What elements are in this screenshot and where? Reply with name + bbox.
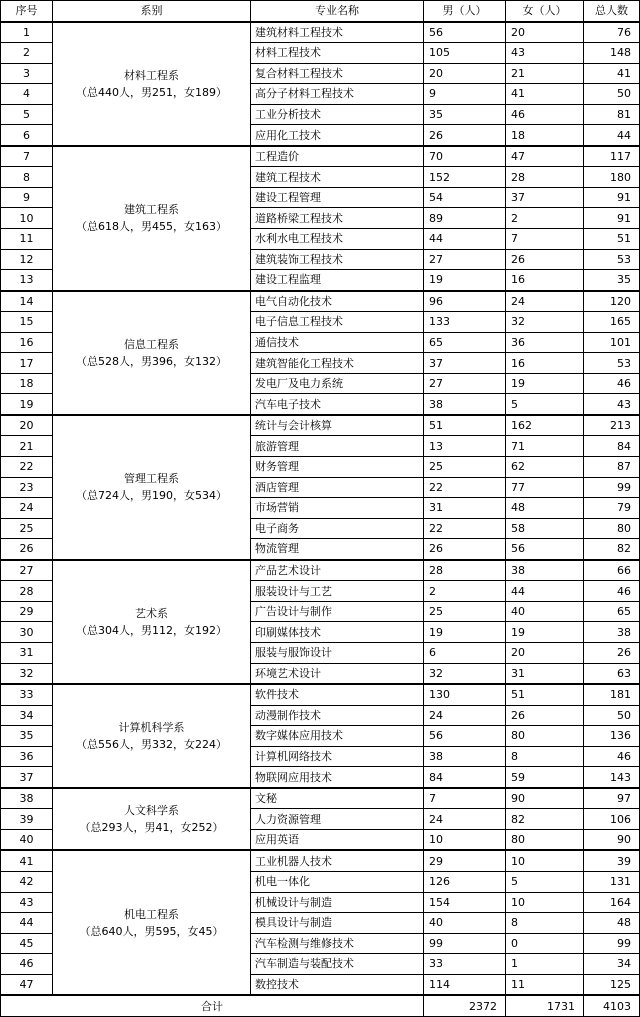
male-count: 22: [424, 477, 506, 498]
table-row: [1, 146, 640, 167]
row-index: 16: [1, 332, 53, 353]
row-index: 33: [1, 684, 53, 705]
department-name: 人文科学系: [124, 804, 179, 818]
department-cell: [53, 146, 251, 291]
table-body: [1, 22, 640, 996]
total-count: 82: [584, 539, 640, 560]
female-count: 10: [506, 850, 584, 871]
row-index: 14: [1, 291, 53, 312]
department-cell: [53, 850, 251, 995]
row-index: 29: [1, 601, 53, 622]
male-count: 114: [424, 974, 506, 995]
header-index: 序号: [1, 1, 53, 22]
male-count: 31: [424, 498, 506, 519]
total-count: 46: [584, 581, 640, 602]
female-count: 20: [506, 642, 584, 663]
major-name: 数控技术: [251, 974, 424, 995]
female-count: 44: [506, 581, 584, 602]
row-index: 40: [1, 829, 53, 850]
total-count: 44: [584, 125, 640, 146]
female-count: 8: [506, 746, 584, 767]
total-count: 99: [584, 477, 640, 498]
total-count: 66: [584, 560, 640, 581]
total-count: 101: [584, 332, 640, 353]
male-count: 133: [424, 312, 506, 333]
header-male: 男（人）: [424, 1, 506, 22]
department-summary: （总440人，男251，女189）: [76, 85, 227, 99]
female-count: 47: [506, 146, 584, 167]
female-count: 46: [506, 104, 584, 125]
major-name: 道路桥梁工程技术: [251, 208, 424, 229]
header-major: 专业名称: [251, 1, 424, 22]
table-row: [1, 560, 640, 581]
female-count: 26: [506, 705, 584, 726]
male-count: 99: [424, 933, 506, 954]
row-index: 24: [1, 498, 53, 519]
female-count: 20: [506, 22, 584, 43]
total-count: 46: [584, 746, 640, 767]
row-index: 32: [1, 663, 53, 684]
male-count: 10: [424, 829, 506, 850]
female-count: 40: [506, 601, 584, 622]
male-count: 6: [424, 642, 506, 663]
major-name: 建筑装饰工程技术: [251, 249, 424, 270]
female-count: 62: [506, 457, 584, 478]
total-count: 125: [584, 974, 640, 995]
major-name: 广告设计与制作: [251, 601, 424, 622]
male-count: 9: [424, 84, 506, 105]
total-count: 87: [584, 457, 640, 478]
total-count: 84: [584, 436, 640, 457]
header-department: 系别: [53, 1, 251, 22]
major-name: 汽车电子技术: [251, 394, 424, 415]
male-count: 54: [424, 187, 506, 208]
male-count: 33: [424, 954, 506, 975]
total-male: 2372: [424, 995, 506, 1017]
female-count: 0: [506, 933, 584, 954]
male-count: 70: [424, 146, 506, 167]
total-count: 79: [584, 498, 640, 519]
female-count: 16: [506, 270, 584, 291]
major-name: 汽车制造与装配技术: [251, 954, 424, 975]
department-summary: （总293人，男41，女252）: [79, 821, 224, 835]
major-name: 服装设计与工艺: [251, 581, 424, 602]
department-summary: （总640人，男595，女45）: [79, 924, 224, 938]
total-count: 213: [584, 415, 640, 436]
total-count: 35: [584, 270, 640, 291]
row-index: 1: [1, 22, 53, 43]
department-cell: [53, 22, 251, 146]
major-name: 产品艺术设计: [251, 560, 424, 581]
department-name: 艺术系: [135, 606, 168, 620]
department-summary: （总618人，男455，女163）: [76, 220, 227, 234]
row-index: 44: [1, 913, 53, 934]
total-count: 143: [584, 767, 640, 788]
male-count: 20: [424, 63, 506, 84]
major-name: 工程造价: [251, 146, 424, 167]
row-index: 9: [1, 187, 53, 208]
row-index: 23: [1, 477, 53, 498]
major-name: 材料工程技术: [251, 43, 424, 64]
total-count: 43: [584, 394, 640, 415]
row-index: 13: [1, 270, 53, 291]
department-summary: （总528人，男396，女132）: [76, 354, 227, 368]
row-index: 38: [1, 788, 53, 809]
row-index: 28: [1, 581, 53, 602]
major-name: 旅游管理: [251, 436, 424, 457]
male-count: 35: [424, 104, 506, 125]
female-count: 36: [506, 332, 584, 353]
female-count: 24: [506, 291, 584, 312]
male-count: 152: [424, 167, 506, 188]
major-name: 发电厂及电力系统: [251, 373, 424, 394]
row-index: 6: [1, 125, 53, 146]
female-count: 26: [506, 249, 584, 270]
male-count: 32: [424, 663, 506, 684]
total-label: 合计: [1, 995, 424, 1017]
row-index: 41: [1, 850, 53, 871]
major-name: 工业分析技术: [251, 104, 424, 125]
female-count: 10: [506, 892, 584, 913]
male-count: 29: [424, 850, 506, 871]
row-index: 21: [1, 436, 53, 457]
major-name: 汽车检测与维修技术: [251, 933, 424, 954]
female-count: 7: [506, 229, 584, 250]
total-count: 97: [584, 788, 640, 809]
male-count: 24: [424, 705, 506, 726]
female-count: 48: [506, 498, 584, 519]
major-name: 通信技术: [251, 332, 424, 353]
header-row: [1, 1, 640, 22]
row-index: 46: [1, 954, 53, 975]
department-cell: [53, 684, 251, 788]
major-name: 计算机网络技术: [251, 746, 424, 767]
female-count: 5: [506, 394, 584, 415]
major-name: 高分子材料工程技术: [251, 84, 424, 105]
male-count: 19: [424, 622, 506, 643]
major-name: 建设工程管理: [251, 187, 424, 208]
male-count: 38: [424, 394, 506, 415]
row-index: 43: [1, 892, 53, 913]
department-summary: （总556人，男332，女224）: [76, 737, 227, 751]
total-row: [1, 995, 640, 1017]
major-name: 动漫制作技术: [251, 705, 424, 726]
total-count: 26: [584, 642, 640, 663]
row-index: 4: [1, 84, 53, 105]
row-index: 12: [1, 249, 53, 270]
female-count: 162: [506, 415, 584, 436]
male-count: 37: [424, 353, 506, 374]
male-count: 154: [424, 892, 506, 913]
department-name: 建筑工程系: [124, 203, 179, 217]
total-count: 99: [584, 933, 640, 954]
female-count: 19: [506, 622, 584, 643]
major-name: 印刷媒体技术: [251, 622, 424, 643]
female-count: 80: [506, 829, 584, 850]
male-count: 25: [424, 601, 506, 622]
male-count: 22: [424, 518, 506, 539]
female-count: 51: [506, 684, 584, 705]
total-female: 1731: [506, 995, 584, 1017]
total-count: 51: [584, 229, 640, 250]
male-count: 26: [424, 539, 506, 560]
department-cell: [53, 415, 251, 560]
row-index: 37: [1, 767, 53, 788]
female-count: 32: [506, 312, 584, 333]
major-name: 电气自动化技术: [251, 291, 424, 312]
total-count: 180: [584, 167, 640, 188]
department-name: 机电工程系: [124, 907, 179, 921]
male-count: 27: [424, 373, 506, 394]
total-count: 90: [584, 829, 640, 850]
department-summary: （总724人，男190，女534）: [76, 489, 227, 503]
major-name: 建筑智能化工程技术: [251, 353, 424, 374]
total-count: 181: [584, 684, 640, 705]
female-count: 56: [506, 539, 584, 560]
major-name: 文秘: [251, 788, 424, 809]
row-index: 17: [1, 353, 53, 374]
department-cell: [53, 291, 251, 415]
female-count: 71: [506, 436, 584, 457]
total-count: 41: [584, 63, 640, 84]
row-index: 30: [1, 622, 53, 643]
male-count: 7: [424, 788, 506, 809]
total-count: 91: [584, 187, 640, 208]
total-count: 53: [584, 249, 640, 270]
total-count: 46: [584, 373, 640, 394]
major-name: 建筑工程技术: [251, 167, 424, 188]
row-index: 39: [1, 809, 53, 830]
major-name: 酒店管理: [251, 477, 424, 498]
major-name: 建设工程监理: [251, 270, 424, 291]
major-name: 软件技术: [251, 684, 424, 705]
major-name: 应用英语: [251, 829, 424, 850]
row-index: 42: [1, 871, 53, 892]
total-count: 164: [584, 892, 640, 913]
table-row: [1, 788, 640, 809]
total-count: 165: [584, 312, 640, 333]
total-count: 148: [584, 43, 640, 64]
row-index: 10: [1, 208, 53, 229]
major-name: 财务管理: [251, 457, 424, 478]
male-count: 38: [424, 746, 506, 767]
male-count: 96: [424, 291, 506, 312]
major-name: 统计与会计核算: [251, 415, 424, 436]
female-count: 58: [506, 518, 584, 539]
department-name: 信息工程系: [124, 337, 179, 351]
department-name: 管理工程系: [124, 472, 179, 486]
male-count: 56: [424, 726, 506, 747]
department-summary: （总304人，男112，女192）: [76, 623, 227, 637]
department-name: 材料工程系: [124, 68, 179, 82]
row-index: 35: [1, 726, 53, 747]
female-count: 18: [506, 125, 584, 146]
male-count: 24: [424, 809, 506, 830]
row-index: 15: [1, 312, 53, 333]
total-count: 120: [584, 291, 640, 312]
female-count: 38: [506, 560, 584, 581]
row-index: 22: [1, 457, 53, 478]
total-count: 136: [584, 726, 640, 747]
row-index: 2: [1, 43, 53, 64]
total-all: 4103: [584, 995, 640, 1017]
major-name: 市场营销: [251, 498, 424, 519]
row-index: 47: [1, 974, 53, 995]
total-count: 48: [584, 913, 640, 934]
major-name: 数字媒体应用技术: [251, 726, 424, 747]
total-count: 80: [584, 518, 640, 539]
total-count: 34: [584, 954, 640, 975]
department-cell: [53, 788, 251, 851]
total-count: 81: [584, 104, 640, 125]
male-count: 13: [424, 436, 506, 457]
female-count: 21: [506, 63, 584, 84]
total-count: 50: [584, 705, 640, 726]
major-name: 建筑材料工程技术: [251, 22, 424, 43]
male-count: 126: [424, 871, 506, 892]
female-count: 31: [506, 663, 584, 684]
male-count: 89: [424, 208, 506, 229]
total-count: 131: [584, 871, 640, 892]
female-count: 59: [506, 767, 584, 788]
female-count: 37: [506, 187, 584, 208]
department-cell: [53, 560, 251, 684]
row-index: 26: [1, 539, 53, 560]
male-count: 2: [424, 581, 506, 602]
row-index: 18: [1, 373, 53, 394]
total-count: 39: [584, 850, 640, 871]
row-index: 11: [1, 229, 53, 250]
female-count: 28: [506, 167, 584, 188]
row-index: 7: [1, 146, 53, 167]
table-row: [1, 22, 640, 43]
female-count: 41: [506, 84, 584, 105]
major-name: 模具设计与制造: [251, 913, 424, 934]
male-count: 25: [424, 457, 506, 478]
female-count: 8: [506, 913, 584, 934]
male-count: 26: [424, 125, 506, 146]
table-row: [1, 415, 640, 436]
major-name: 机电一体化: [251, 871, 424, 892]
male-count: 105: [424, 43, 506, 64]
major-name: 人力资源管理: [251, 809, 424, 830]
major-name: 电子信息工程技术: [251, 312, 424, 333]
row-index: 3: [1, 63, 53, 84]
male-count: 51: [424, 415, 506, 436]
row-index: 36: [1, 746, 53, 767]
male-count: 44: [424, 229, 506, 250]
major-name: 服装与服饰设计: [251, 642, 424, 663]
male-count: 28: [424, 560, 506, 581]
major-name: 物联网应用技术: [251, 767, 424, 788]
row-index: 25: [1, 518, 53, 539]
female-count: 11: [506, 974, 584, 995]
total-count: 117: [584, 146, 640, 167]
major-name: 环境艺术设计: [251, 663, 424, 684]
total-count: 53: [584, 353, 640, 374]
female-count: 82: [506, 809, 584, 830]
major-name: 物流管理: [251, 539, 424, 560]
female-count: 77: [506, 477, 584, 498]
department-name: 计算机科学系: [118, 720, 185, 734]
total-count: 65: [584, 601, 640, 622]
male-count: 40: [424, 913, 506, 934]
table-row: [1, 291, 640, 312]
female-count: 5: [506, 871, 584, 892]
table-row: [1, 850, 640, 871]
female-count: 80: [506, 726, 584, 747]
row-index: 8: [1, 167, 53, 188]
row-index: 34: [1, 705, 53, 726]
major-name: 复合材料工程技术: [251, 63, 424, 84]
row-index: 5: [1, 104, 53, 125]
total-count: 91: [584, 208, 640, 229]
male-count: 130: [424, 684, 506, 705]
header-total: 总人数: [584, 1, 640, 22]
total-count: 38: [584, 622, 640, 643]
major-name: 水利水电工程技术: [251, 229, 424, 250]
major-name: 机械设计与制造: [251, 892, 424, 913]
male-count: 65: [424, 332, 506, 353]
total-count: 63: [584, 663, 640, 684]
male-count: 84: [424, 767, 506, 788]
total-count: 50: [584, 84, 640, 105]
female-count: 2: [506, 208, 584, 229]
female-count: 16: [506, 353, 584, 374]
row-index: 45: [1, 933, 53, 954]
row-index: 27: [1, 560, 53, 581]
male-count: 56: [424, 22, 506, 43]
male-count: 19: [424, 270, 506, 291]
table-row: [1, 684, 640, 705]
female-count: 1: [506, 954, 584, 975]
row-index: 20: [1, 415, 53, 436]
header-female: 女（人）: [506, 1, 584, 22]
total-count: 76: [584, 22, 640, 43]
female-count: 19: [506, 373, 584, 394]
male-count: 27: [424, 249, 506, 270]
female-count: 43: [506, 43, 584, 64]
row-index: 31: [1, 642, 53, 663]
major-name: 电子商务: [251, 518, 424, 539]
major-name: 应用化工技术: [251, 125, 424, 146]
row-index: 19: [1, 394, 53, 415]
total-count: 106: [584, 809, 640, 830]
female-count: 90: [506, 788, 584, 809]
major-name: 工业机器人技术: [251, 850, 424, 871]
